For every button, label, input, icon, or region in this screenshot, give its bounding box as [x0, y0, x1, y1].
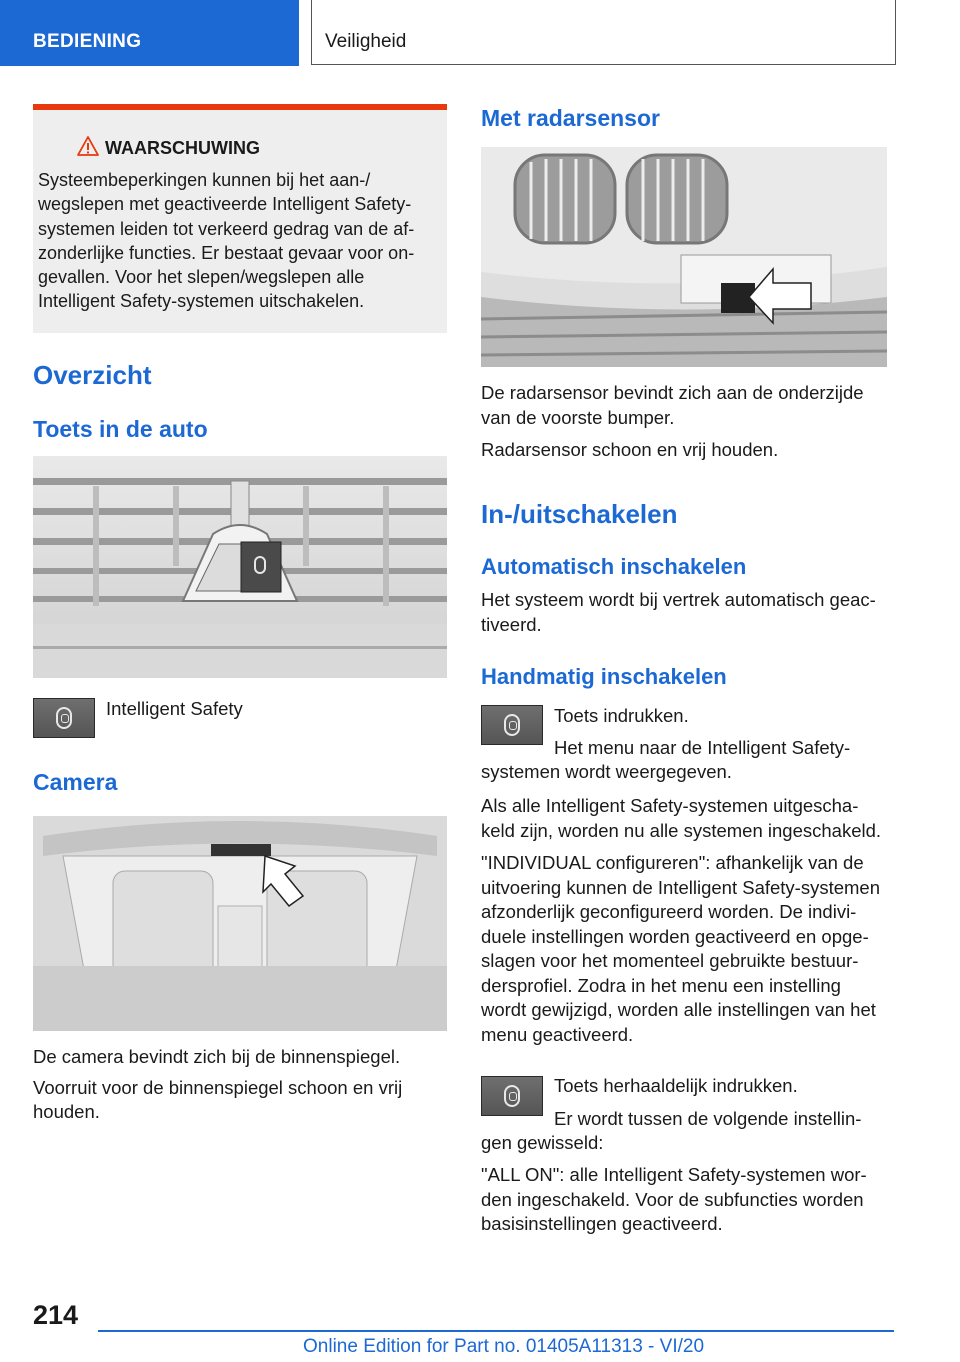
- switch-text-line2: gen gewisseld:: [481, 1132, 604, 1153]
- footer-divider: [98, 1330, 894, 1332]
- overview-title: Overzicht: [33, 360, 152, 390]
- press-repeat-text: Toets herhaaldelijk indrukken.: [554, 1075, 798, 1096]
- camera-illustration: [33, 816, 447, 1031]
- auto-text: Het systeem wordt bij vertrek automatisch geac- tiveerd.: [481, 589, 876, 635]
- intelligent-safety-button-icon: [481, 705, 543, 745]
- switch-text-line1: Er wordt tussen de volgende instellin-: [554, 1108, 862, 1129]
- warning-box: [33, 104, 447, 333]
- radar-sensor-illustration: [481, 147, 887, 367]
- chapter-tab: [311, 0, 896, 65]
- section-label: BEDIENING: [33, 31, 142, 52]
- menu-text-line1: Het menu naar de Intelligent Safety-: [554, 737, 851, 758]
- button-heading: Toets in de auto: [33, 416, 208, 442]
- radar-text: De radarsensor bevindt zich aan de onderzijde van de voorste bumper. Radarsensor schoon en vrij houden.: [481, 382, 864, 460]
- all-off-text: Als alle Intelligent Safety-systemen uitgescha- keld zijn, worden nu alle systemen ingeschakeld.: [481, 795, 882, 841]
- grille-button-illustration: [33, 456, 447, 678]
- all-on-text: "ALL ON": alle Intelligent Safety-systemen wor- den ingeschakeld. Voor de subfuncties worden basisinstellingen geactiveerd.: [481, 1164, 867, 1234]
- switching-title: In-/uitschakelen: [481, 499, 678, 529]
- press-text: Toets indrukken.: [554, 705, 689, 726]
- individual-text: "INDIVIDUAL configureren": afhankelijk van de uitvoering kunnen de Intelligent Safety-systemen afzonderlijk geconfigureerd worden. De indivi- duele instellingen worden geactiveerd en opge- slagen voor het momenteel gebruikte bestuur- dersprofiel. Zodra in het menu een instelling wordt gewijzigd, worden alle instellingen van het menu geactiveerd.: [481, 852, 881, 1045]
- auto-heading: Automatisch inschakelen: [481, 554, 747, 579]
- camera-heading: Camera: [33, 769, 118, 795]
- warning-text: Systeembeperkingen kunnen bij het aan-/ wegslepen met geactiveerde Intelligent Safety- systemen leiden tot verkeerd gedrag van de af- zonderlijke functies. Er bestaat gevaar voor on- gevallen. Voor het slepen/wegslepen alle Intelligent Safety-systemen uitschakelen.: [38, 170, 415, 312]
- section-tab: [0, 0, 299, 66]
- button-caption: Intelligent Safety: [106, 698, 243, 719]
- radar-heading: Met radarsensor: [481, 105, 660, 131]
- menu-text-line2: systemen wordt weergegeven.: [481, 761, 732, 782]
- warning-title: WAARSCHUWING: [105, 138, 260, 158]
- edition-text: Online Edition for Part no. 01405A11313 - VI/20: [303, 1336, 705, 1357]
- chapter-label: Veiligheid: [325, 31, 407, 52]
- manual-heading: Handmatig inschakelen: [481, 664, 727, 689]
- intelligent-safety-button-icon: [481, 1076, 543, 1116]
- page-number: 214: [33, 1300, 79, 1330]
- intelligent-safety-button-icon: [33, 698, 95, 738]
- warning-triangle-icon: [77, 136, 99, 156]
- camera-text: De camera bevindt zich bij de binnenspiegel. Voorruit voor de binnenspiegel schoon en vrij houden.: [33, 1046, 403, 1122]
